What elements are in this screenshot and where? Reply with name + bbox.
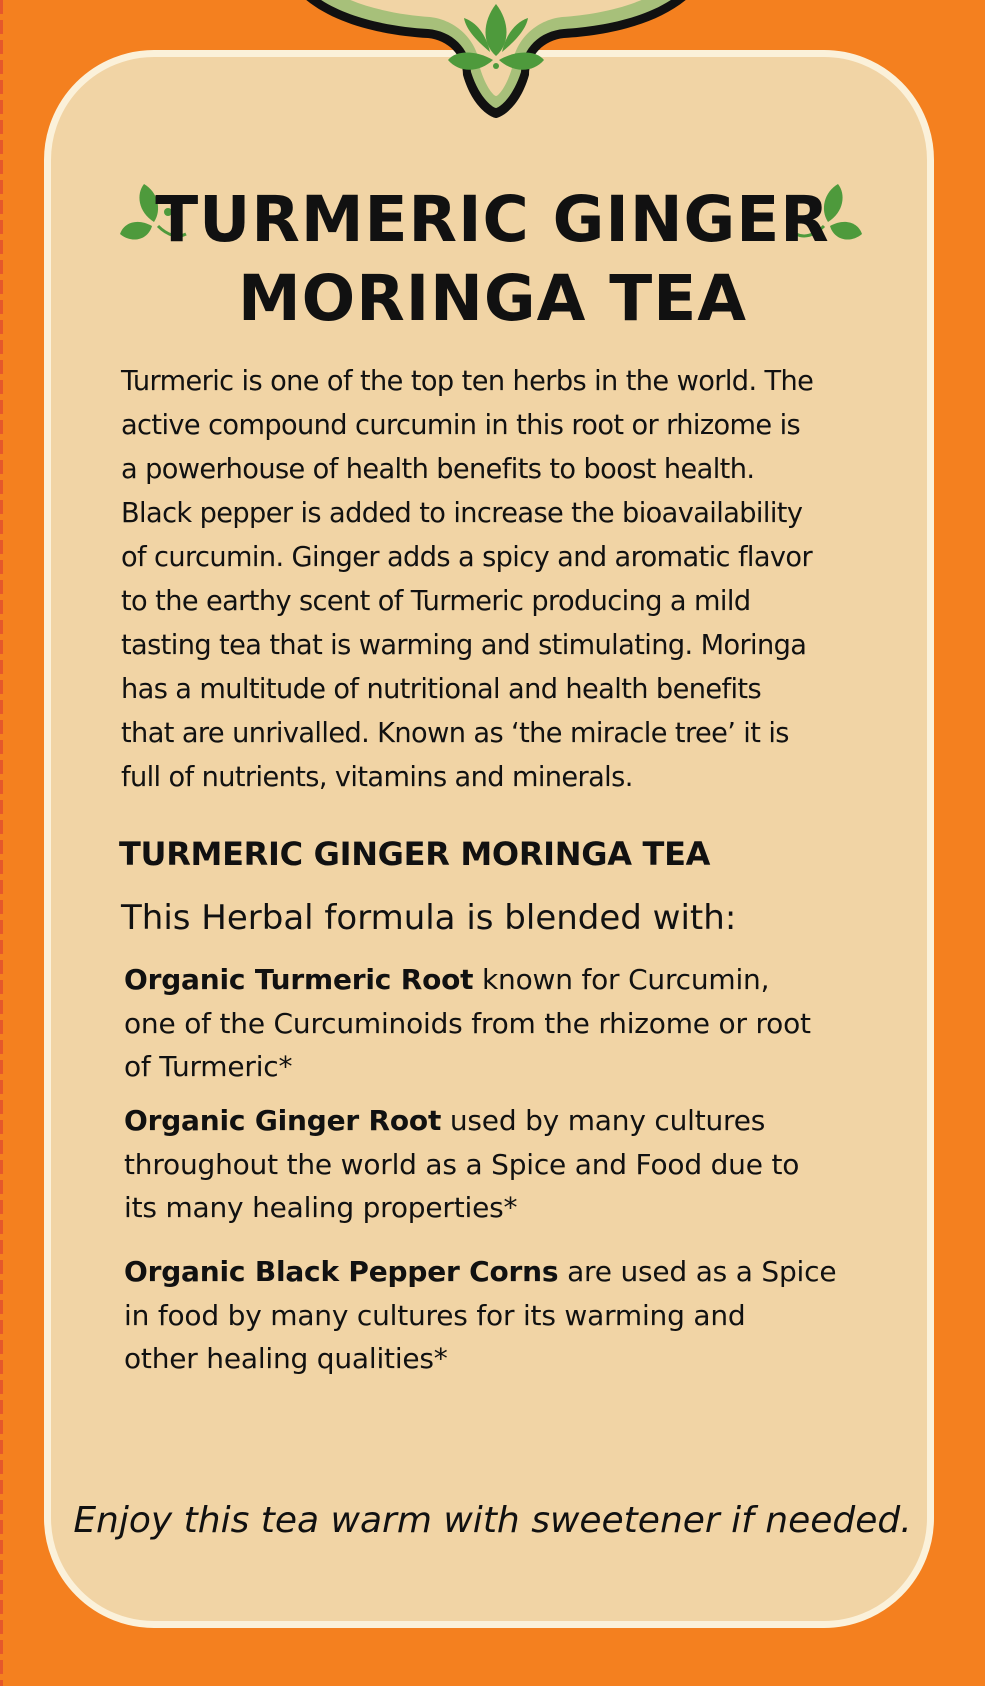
ingredient-black-pepper — [124, 1250, 904, 1381]
intro-line: Turmeric is one of the top ten herbs in the world. The — [121, 366, 814, 397]
ingredient-line — [124, 958, 904, 1002]
ingredient-text: used by many cultures — [441, 1104, 766, 1137]
intro-line: has a multitude of nutritional and health benefits — [121, 674, 762, 705]
intro-paragraph — [121, 360, 901, 800]
ingredient-name: Organic Ginger Root — [124, 1104, 442, 1137]
ingredient-line: its many healing properties* — [124, 1191, 518, 1224]
intro-line: full of nutrients, vitamins and minerals. — [121, 762, 633, 793]
intro-line: a powerhouse of health benefits to boost health. — [121, 454, 755, 485]
ingredient-line — [124, 1250, 904, 1294]
intro-line: active compound curcumin in this root or rhizome is — [121, 410, 801, 441]
ingredient-text: known for Curcumin, — [473, 963, 770, 996]
closing-note: Enjoy this tea warm with sweetener if needed. — [73, 1500, 912, 1541]
intro-line: that are unrivalled. Known as ‘the miracle tree’ it is — [121, 718, 789, 749]
title-line-2: MORINGA TEA — [237, 262, 748, 335]
ingredient-text: are used as a Spice — [558, 1255, 837, 1288]
ingredient-line: other healing qualities* — [124, 1342, 448, 1375]
intro-line: to the earthy scent of Turmeric producing a mild — [121, 586, 751, 617]
blend-intro: This Herbal formula is blended with: — [121, 898, 737, 938]
intro-line: of curcumin. Ginger adds a spicy and aromatic flavor — [121, 542, 813, 573]
ingredient-turmeric — [124, 958, 904, 1089]
ingredient-line: throughout the world as a Spice and Food due to — [124, 1147, 800, 1181]
product-title — [0, 180, 985, 338]
ingredient-line: in food by many cultures for its warming and — [124, 1298, 746, 1332]
ingredient-name: Organic Black Pepper Corns — [124, 1255, 559, 1288]
ingredient-line: of Turmeric* — [124, 1050, 293, 1083]
title-line-1: TURMERIC GINGER — [155, 183, 830, 256]
ingredient-name: Organic Turmeric Root — [124, 963, 474, 996]
ingredient-line — [124, 1099, 904, 1143]
ingredient-line: one of the Curcuminoids from the rhizome or root — [124, 1006, 811, 1040]
intro-line: tasting tea that is warming and stimulating. Moringa — [121, 630, 807, 661]
top-badge — [268, 0, 724, 160]
intro-line: Black pepper is added to increase the bioavailability — [121, 498, 803, 529]
section-heading: TURMERIC GINGER MORINGA TEA — [119, 835, 711, 873]
ingredient-ginger — [124, 1099, 904, 1230]
